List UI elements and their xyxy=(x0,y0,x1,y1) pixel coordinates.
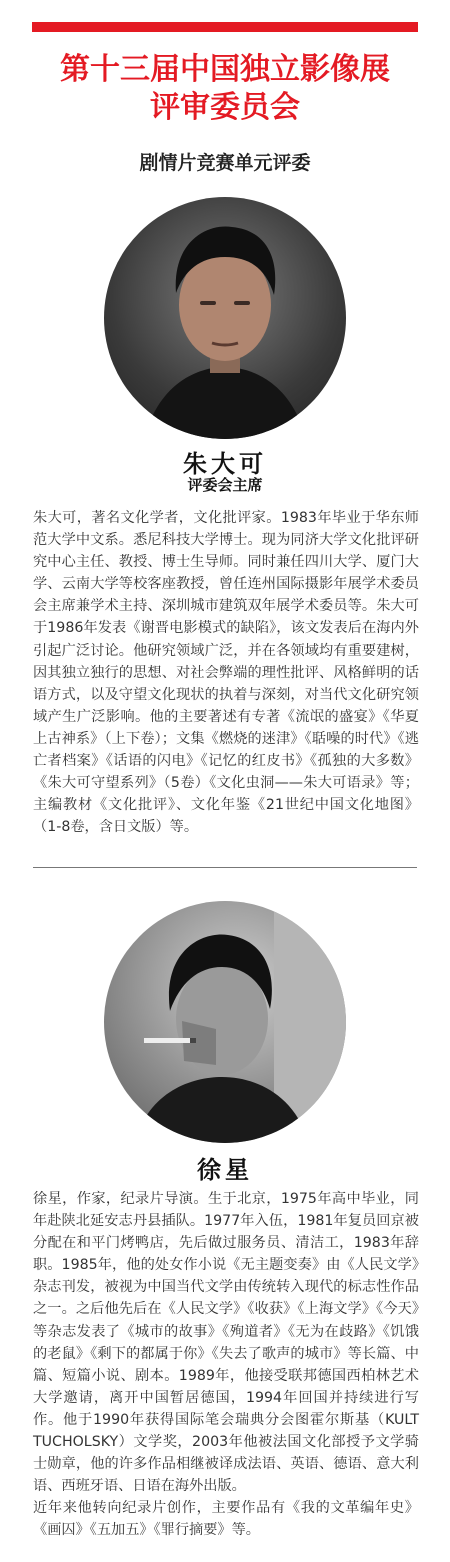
portrait-illustration xyxy=(104,901,346,1143)
judge-portrait-xu-xing xyxy=(104,901,346,1143)
section-divider xyxy=(33,867,417,868)
judge-bio: 朱大可，著名文化学者，文化批评家。1983年毕业于华东师范大学中文系。悉尼科技大学博士。现为同济大学文化批评研究中心主任、教授、博士生导师。同时兼任四川大学、厦门大学、云南大学等校客座教授，曾任连州国际摄影年展学术委员会主席兼学术主持、深圳城市建筑双年展学术委员等。朱大可于1986年发表《谢晋电影模式的缺陷》，该文发表后在海内外引起广泛讨论。他研究领域广泛，并在各领域均有重要建树，因其独立独行的思想、对社会弊端的理性批评、风格鲜明的话语方式，以及守望文化现状的执着与深刻，对当代文化研究领域产生广泛影响。他的主要著述有专著《流氓的盛宴》《华夏上古神系》（上下卷）；文集《燃烧的迷津》《聒噪的时代》《逃亡者档案》《话语的闪电》《记忆的红皮书》《孤独的大多数》《朱大可守望系列》（5卷）《文化虫洞——朱大可语录》等；主编教材《文化批评》、文化年鉴《21世纪中国文化地图》（1-8卷，含日文版）等。 xyxy=(33,510,419,836)
judge-portrait-zhu-dake xyxy=(104,197,346,439)
judge-role: 评委会主席 xyxy=(187,476,263,494)
page-title-line1: 第十三届中国独立影像展 xyxy=(60,52,390,87)
judge-name: 徐星 xyxy=(197,1156,253,1184)
judge-name: 朱大可 xyxy=(183,450,267,478)
section-subtitle: 剧情片竞赛单元评委 xyxy=(139,152,311,174)
portrait-illustration xyxy=(104,197,346,439)
judge-bio: 徐星，作家，纪录片导演。生于北京，1975年高中毕业，同年赴陕北延安志丹县插队。1977年入伍，1981年复员回京被分配在和平门烤鸭店，先后做过服务员、清洁工，1983年辞职。1985年，他的处女作小说《无主题变奏》由《人民文学》杂志刊发，被视为中国当代文学由传统转入现代的标志性作品之一。之后他先后在《人民文学》《收获》《上海文学》《今天》等杂志发表了《城市的故事》《殉道者》《无为在歧路》《饥饿的老鼠》《剩下的都属于你》《失去了歌声的城市》等长篇、中篇、短篇小说、剧本。1989年，他接受联邦德国西柏林艺术大学邀请，离开中国暂居德国，1994年回国并持续进行写作。他于1990年获得国际笔会瑞典分会图霍尔斯基（KULT TUCHOLSKY）文学奖，2003年他被法国文化部授予文学骑士勋章，他的许多作品相继被译成法语、英语、德语、意大利语、西班牙语、日语在海外出版。 近年来他转向纪录片创作，主要作品有《我的文革编年史》《画囚》《五加五》《罪行摘要》等。 xyxy=(33,1191,419,1539)
top-red-bar xyxy=(32,22,418,32)
page-title-line2: 评审委员会 xyxy=(150,90,300,125)
